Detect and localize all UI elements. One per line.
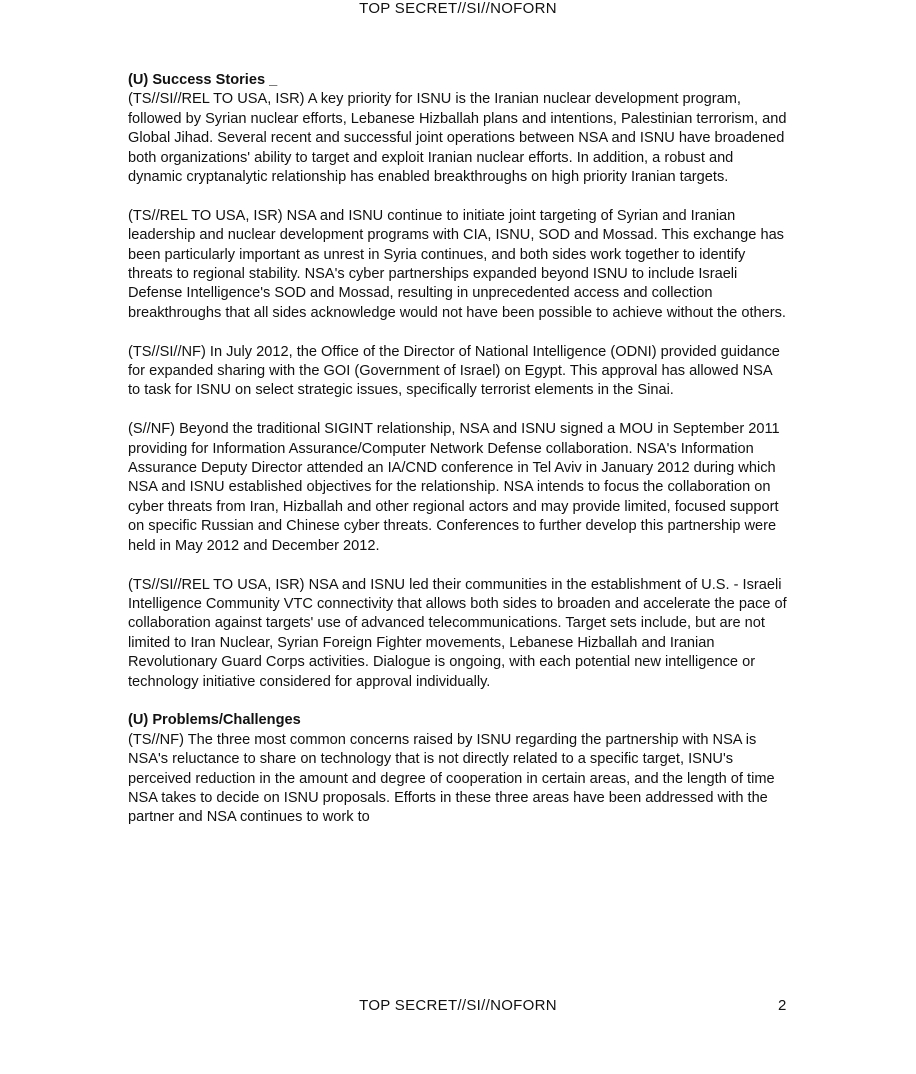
section-success-stories <box>128 71 788 692</box>
paragraph: (TS//SI//NF) In July 2012, the Office of the Director of National Intelligence (ODNI) provided guidance for expanded sharing with the GOI (Government of Israel) on Egypt. This approval has allowed NSA to task for ISNU on select strategic issues, specifically terrorist elements in the Sinai. <box>128 343 780 399</box>
paragraph: (TS//REL TO USA, ISR) NSA and ISNU continue to initiate joint targeting of Syrian and Iranian leadership and nuclear development programs with CIA, ISNU, SOD and Mossad. This exchange has been particularly important as unrest in Syria continues, and both sides work together to identify threats to regional stability. NSA's cyber partnerships expanded beyond ISNU to include Israeli Defense Intelligence's SOD and Mossad, resulting in unprecedented access and collection breakthroughs that all sides acknowledge would not have been possible to achieve without the others. <box>128 207 786 321</box>
section-heading: (U) Problems/Challenges <box>128 712 301 729</box>
paragraph: (TS//SI//REL TO USA, ISR) NSA and ISNU led their communities in the establishment of U.S. - Israeli Intelligence Community VTC connectivity that allows both sides to broaden and accelerate the pace of collaboration against targets' use of advanced telecommunications. Target sets include, but are not limited to Iran Nuclear, Syrian Foreign Fighter movements, Lebanese Hizballah and Iranian Revolutionary Guard Corps activities. Dialogue is ongoing, with each potential new intelligence or technology initiative considered for approval individually. <box>128 576 787 690</box>
paragraph: (TS//NF) The three most common concerns raised by ISNU regarding the partnership with NSA is NSA's reluctance to share on technology that is not directly related to a specific target, ISNU's perceived reduction in the amount and degree of cooperation in certain areas, and the length of time NSA takes to decide on ISNU proposals. Efforts in these three areas have been addressed with the partner and NSA continues to work to <box>128 731 775 826</box>
paragraph: (TS//SI//REL TO USA, ISR) A key priority for ISNU is the Iranian nuclear development program, followed by Syrian nuclear efforts, Lebanese Hizballah plans and intentions, Palestinian terrorism, and Global Jihad. Several recent and successful joint operations between NSA and ISNU have broadened both organizations' ability to target and exploit Iranian nuclear efforts. In addition, a robust and dynamic cryptanalytic relationship has enabled breakthroughs on high priority Iranian targets. <box>128 91 787 186</box>
top-classification-banner: TOP SECRET//SI//NOFORN <box>359 0 557 17</box>
section-heading: (U) Success Stories _ <box>128 72 278 88</box>
page-footer <box>0 996 916 1016</box>
paragraph: (S//NF) Beyond the traditional SIGINT relationship, NSA and ISNU signed a MOU in September 2011 providing for Information Assurance/Computer Network Defense collaboration. NSA's Information Assurance Deputy Director attended an IA/CND conference in Tel Aviv in January 2012 during which NSA and ISNU established objectives for the relationship. NSA intends to focus the collaboration on cyber threats from Iran, Hizballah and other regional actors and may provide limited, focused support on specific Russian and Chinese cyber threats. Conferences to further develop this partnership were held in May 2012 and December 2012. <box>128 421 780 554</box>
bottom-classification-banner: TOP SECRET//SI//NOFORN <box>359 997 557 1014</box>
section-problems-challenges <box>128 711 788 827</box>
page-number: 2 <box>778 997 787 1014</box>
document-body <box>128 71 788 828</box>
